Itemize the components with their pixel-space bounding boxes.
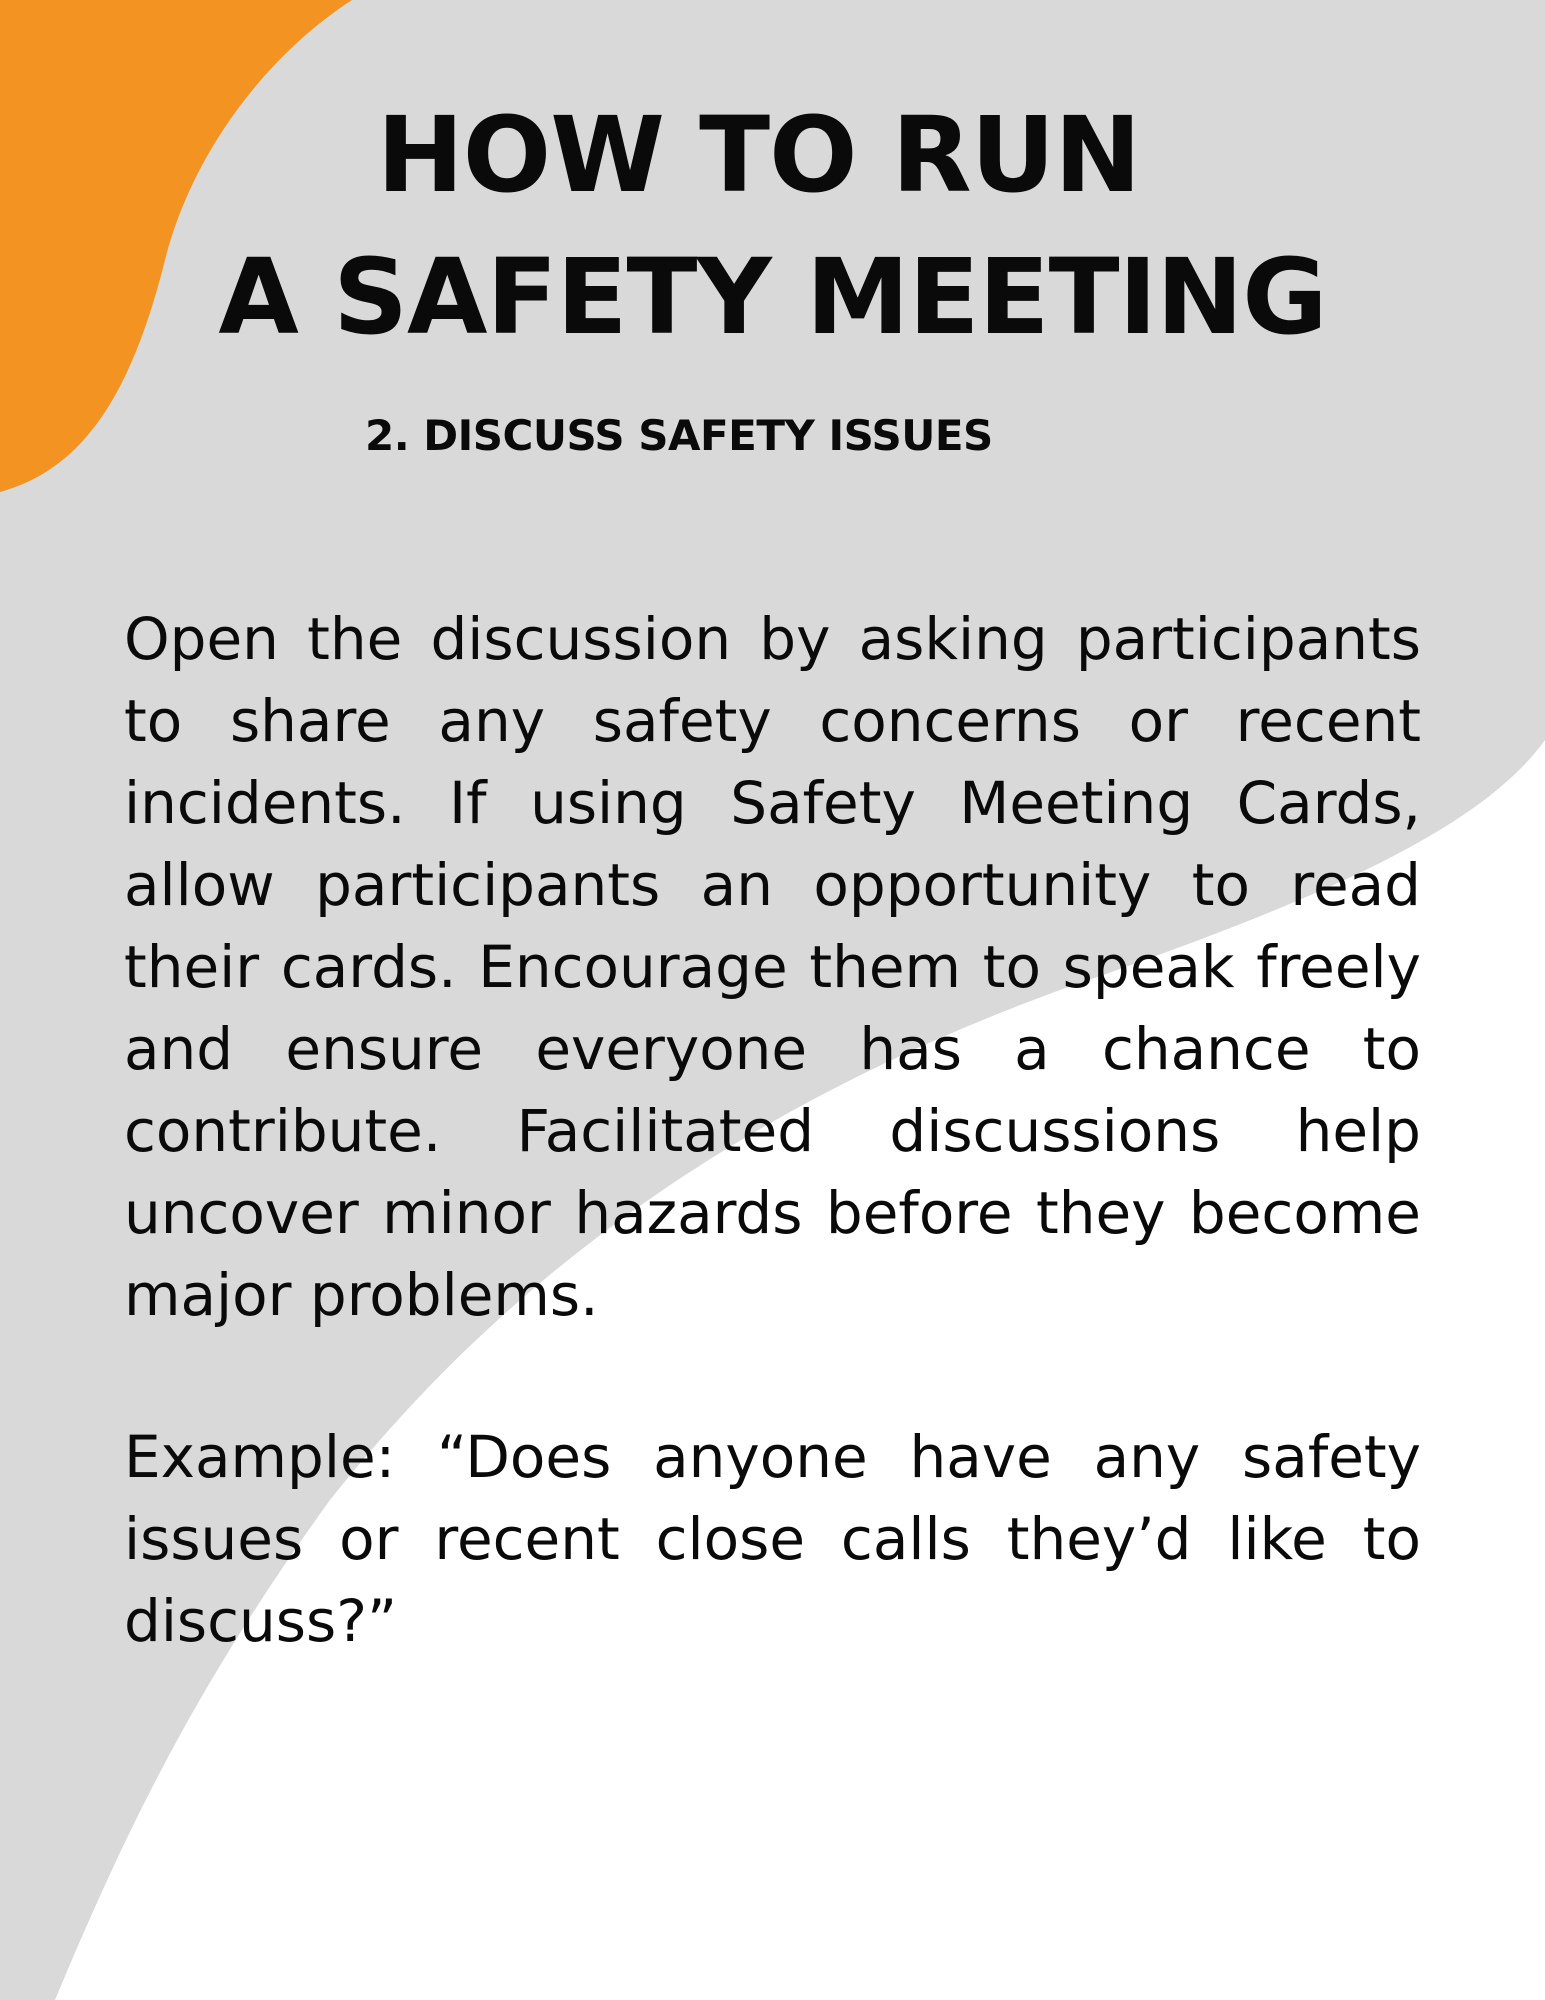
- page-title: [0, 84, 1545, 368]
- body-paragraph-example: Example: “Does anyone have any safety issues or recent close calls they’d like to discuss?”: [124, 1423, 1421, 1655]
- title-line-1: HOW TO RUN: [376, 94, 1141, 216]
- section-subtitle: 2. DISCUSS SAFETY ISSUES: [365, 411, 993, 460]
- body-paragraph-discussion: Open the discussion by asking participants to share any safety concerns or recent incidents. If using Safety Meeting Cards, allow participants an opportunity to read their cards. Encourage them to speak freely and ensure everyone has a chance to contribute. Facilitated discussions help uncover minor hazards before they become major problems.: [124, 605, 1421, 1329]
- title-line-2: A SAFETY MEETING: [218, 236, 1327, 358]
